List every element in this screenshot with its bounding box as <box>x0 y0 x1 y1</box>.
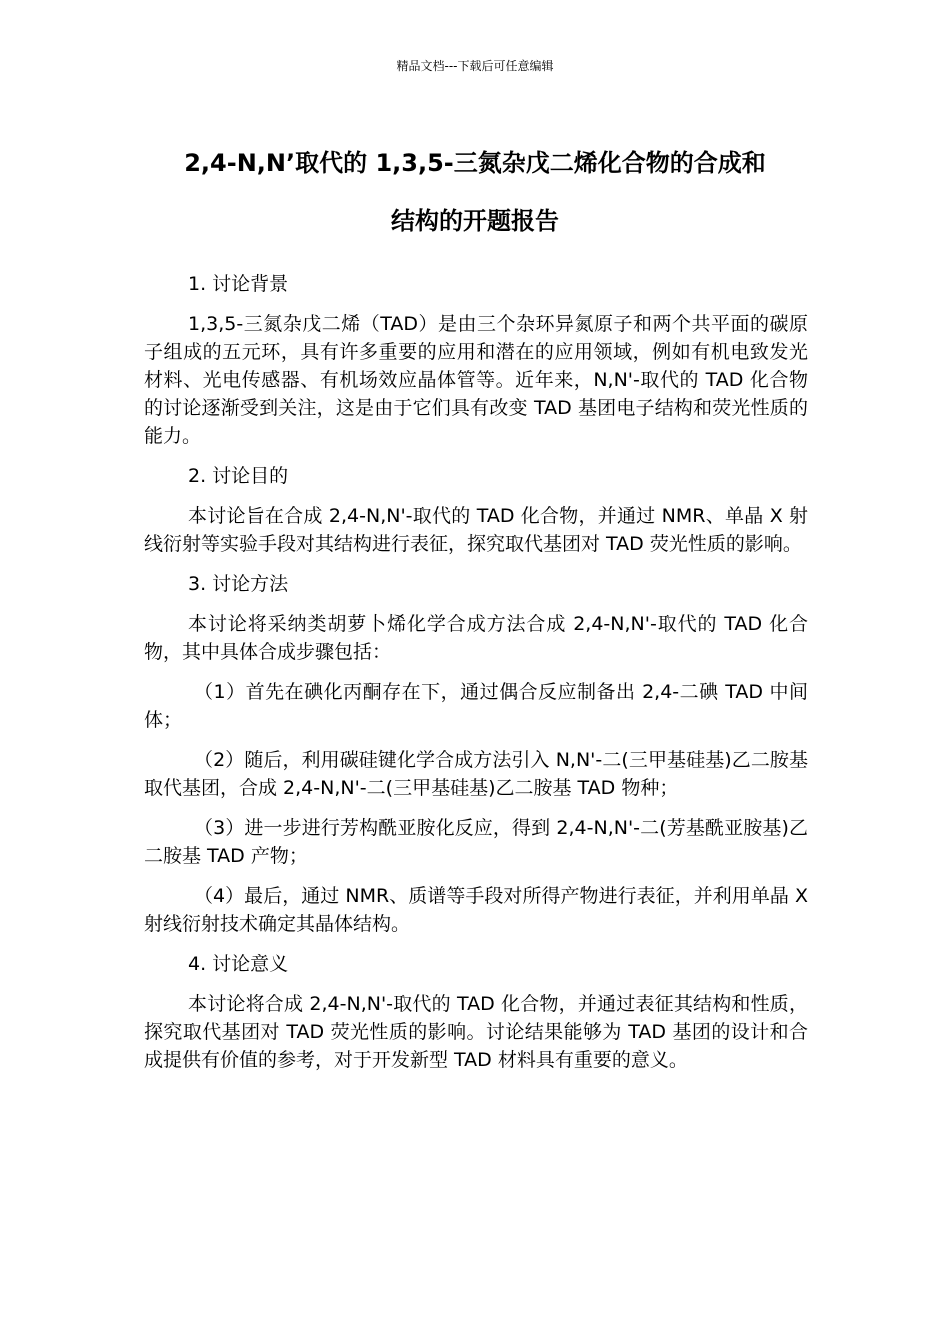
method-step-3: （3）进一步进行芳构酰亚胺化反应，得到 2,4-N,N'-二(芳基酰亚胺基)乙二胺基 TAD 产物； <box>144 817 808 867</box>
section-heading-method: 3. 讨论方法 <box>188 573 289 595</box>
method-step-4: （4）最后，通过 NMR、质谱等手段对所得产物进行表征，并利用单晶 X 射线衍射技术确定其晶体结构。 <box>144 885 808 935</box>
title-line-1: 2,4-N,N’取代的 1,3,5-三氮杂戊二烯化合物的合成和 <box>184 149 766 177</box>
method-step-2: （2）随后，利用碳硅键化学合成方法引入 N,N'-二(三甲基硅基)乙二胺基取代基团，合成 2,4-N,N'-二(三甲基硅基)乙二胺基 TAD 物种； <box>144 749 808 799</box>
title-line-2: 结构的开题报告 <box>391 207 559 235</box>
section-heading-purpose: 2. 讨论目的 <box>188 465 289 487</box>
background-paragraph: 1,3,5-三氮杂戊二烯（TAD）是由三个杂环异氮原子和两个共平面的碳原子组成的五元环，具有许多重要的应用和潜在的应用领域，例如有机电致发光材料、光电传感器、有机场效应晶体管等。近年来，N,N'-取代的 TAD 化合物的讨论逐渐受到关注，这是由于它们具有改变 TAD 基团电子结构和荧光性质的能力。 <box>144 313 808 447</box>
method-paragraph: 本讨论将采纳类胡萝卜烯化学合成方法合成 2,4-N,N'-取代的 TAD 化合物，其中具体合成步骤包括： <box>144 613 808 663</box>
purpose-paragraph: 本讨论旨在合成 2,4-N,N'-取代的 TAD 化合物，并通过 NMR、单晶 X 射线衍射等实验手段对其结构进行表征，探究取代基团对 TAD 荧光性质的影响。 <box>144 505 808 555</box>
method-step-1: （1）首先在碘化丙酮存在下，通过偶合反应制备出 2,4-二碘 TAD 中间体； <box>144 681 808 731</box>
significance-paragraph: 本讨论将合成 2,4-N,N'-取代的 TAD 化合物，并通过表征其结构和性质，探究取代基团对 TAD 荧光性质的影响。讨论结果能够为 TAD 基团的设计和合成提供有价值的参考，对于开发新型 TAD 材料具有重要的意义。 <box>144 993 808 1071</box>
section-heading-background: 1. 讨论背景 <box>188 273 289 295</box>
document-body <box>144 270 808 1086</box>
page-header: 精品文档---下载后可任意编辑 <box>396 59 554 73</box>
document-title <box>120 134 830 250</box>
section-heading-significance: 4. 讨论意义 <box>188 953 289 975</box>
